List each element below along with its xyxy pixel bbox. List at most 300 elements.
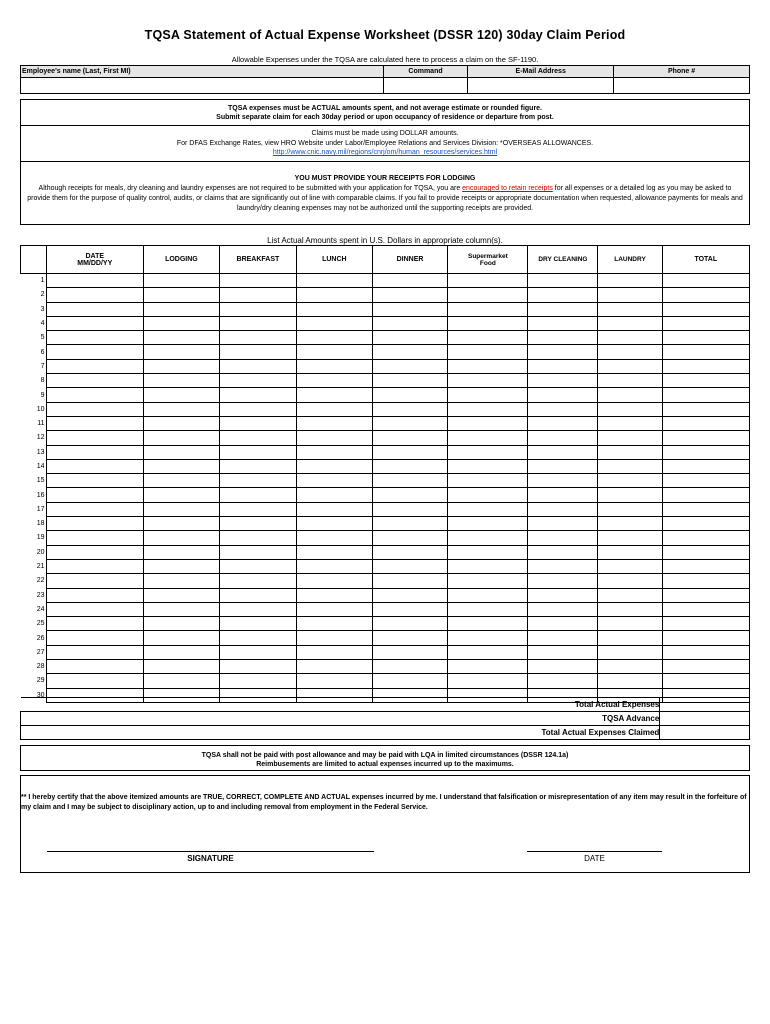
- lodging-cell[interactable]: [143, 302, 219, 316]
- supermarket-food-cell[interactable]: [448, 631, 528, 645]
- lunch-cell[interactable]: [296, 359, 372, 373]
- lunch-cell[interactable]: [296, 531, 372, 545]
- supermarket-food-cell[interactable]: [448, 545, 528, 559]
- lunch-cell[interactable]: [296, 416, 372, 430]
- lodging-cell[interactable]: [143, 602, 219, 616]
- breakfast-cell[interactable]: [219, 574, 296, 588]
- laundry-cell[interactable]: [598, 588, 662, 602]
- table-row: [21, 588, 750, 602]
- dinner-cell[interactable]: [372, 588, 448, 602]
- supermarket-food-cell[interactable]: [448, 402, 528, 416]
- row-number: 22: [21, 574, 47, 588]
- lodging-cell[interactable]: [143, 374, 219, 388]
- total-cell[interactable]: [662, 416, 749, 430]
- breakfast-cell[interactable]: [219, 431, 296, 445]
- table-row: [21, 631, 750, 645]
- total-cell[interactable]: [662, 631, 749, 645]
- supermarket-food-cell[interactable]: [448, 559, 528, 573]
- laundry-cell[interactable]: [598, 674, 662, 688]
- lodging-cell[interactable]: [143, 345, 219, 359]
- total-cell[interactable]: [662, 574, 749, 588]
- row-number: 23: [21, 588, 47, 602]
- date-cell[interactable]: [46, 645, 143, 659]
- laundry-cell[interactable]: [598, 359, 662, 373]
- laundry-cell[interactable]: [598, 316, 662, 330]
- supermarket-food-cell[interactable]: [448, 488, 528, 502]
- supermarket-food-cell[interactable]: [448, 474, 528, 488]
- breakfast-cell[interactable]: [219, 588, 296, 602]
- lunch-cell[interactable]: [296, 631, 372, 645]
- dinner-cell[interactable]: [372, 488, 448, 502]
- laundry-cell[interactable]: [598, 474, 662, 488]
- supermarket-food-cell[interactable]: [448, 345, 528, 359]
- dry-cleaning-cell[interactable]: [528, 431, 598, 445]
- dry-cleaning-cell[interactable]: [528, 502, 598, 516]
- date-cell[interactable]: [46, 445, 143, 459]
- dinner-cell[interactable]: [372, 331, 448, 345]
- breakfast-cell[interactable]: [219, 674, 296, 688]
- total-cell[interactable]: [662, 588, 749, 602]
- lodging-cell[interactable]: [143, 488, 219, 502]
- lunch-cell[interactable]: [296, 388, 372, 402]
- breakfast-cell[interactable]: [219, 660, 296, 674]
- lunch-cell[interactable]: [296, 602, 372, 616]
- supermarket-food-cell[interactable]: [448, 288, 528, 302]
- total-cell[interactable]: [662, 674, 749, 688]
- dinner-cell[interactable]: [372, 402, 448, 416]
- lunch-cell[interactable]: [296, 302, 372, 316]
- table-row: [21, 388, 750, 402]
- supermarket-food-cell[interactable]: [448, 316, 528, 330]
- dry-cleaning-cell[interactable]: [528, 645, 598, 659]
- date-cell[interactable]: [46, 517, 143, 531]
- lunch-cell[interactable]: [296, 331, 372, 345]
- breakfast-cell[interactable]: [219, 402, 296, 416]
- supermarket-food-cell[interactable]: [448, 302, 528, 316]
- table-caption: List Actual Amounts spent in U.S. Dollars in appropriate column(s).: [267, 236, 503, 245]
- breakfast-cell[interactable]: [219, 545, 296, 559]
- lodging-cell[interactable]: [143, 588, 219, 602]
- dinner-cell[interactable]: [372, 316, 448, 330]
- dry-cleaning-cell[interactable]: [528, 345, 598, 359]
- breakfast-cell[interactable]: [219, 302, 296, 316]
- lunch-cell[interactable]: [296, 274, 372, 288]
- dry-cleaning-cell[interactable]: [528, 331, 598, 345]
- total-cell[interactable]: [662, 502, 749, 516]
- supermarket-food-cell[interactable]: [448, 331, 528, 345]
- total-cell[interactable]: [662, 431, 749, 445]
- laundry-cell[interactable]: [598, 388, 662, 402]
- dinner-cell[interactable]: [372, 459, 448, 473]
- laundry-cell[interactable]: [598, 559, 662, 573]
- row-number: 30: [21, 688, 47, 702]
- laundry-cell[interactable]: [598, 660, 662, 674]
- laundry-cell[interactable]: [598, 602, 662, 616]
- row-number: 25: [21, 617, 47, 631]
- table-row: [21, 374, 750, 388]
- lunch-cell[interactable]: [296, 660, 372, 674]
- laundry-cell[interactable]: [598, 431, 662, 445]
- total-cell[interactable]: [662, 288, 749, 302]
- lodging-cell[interactable]: [143, 388, 219, 402]
- dry-cleaning-cell[interactable]: [528, 545, 598, 559]
- notice-line: Reimbusements are limited to actual expenses incurred up to the maximums.: [256, 761, 514, 768]
- total-cell[interactable]: [662, 488, 749, 502]
- total-cell[interactable]: [662, 402, 749, 416]
- dry-cleaning-cell[interactable]: [528, 588, 598, 602]
- total-actual-expenses-field[interactable]: [660, 698, 750, 712]
- lodging-cell[interactable]: [143, 316, 219, 330]
- laundry-header: LAUNDRY: [598, 246, 662, 274]
- lodging-cell[interactable]: [143, 545, 219, 559]
- lodging-cell[interactable]: [143, 559, 219, 573]
- date-cell[interactable]: [46, 316, 143, 330]
- lodging-cell[interactable]: [143, 617, 219, 631]
- supermarket-food-cell[interactable]: [448, 459, 528, 473]
- dinner-cell[interactable]: [372, 431, 448, 445]
- lunch-cell[interactable]: [296, 488, 372, 502]
- lodging-cell[interactable]: [143, 517, 219, 531]
- lunch-cell[interactable]: [296, 474, 372, 488]
- total-cell[interactable]: [662, 474, 749, 488]
- supermarket-food-cell[interactable]: [448, 388, 528, 402]
- date-cell[interactable]: [46, 602, 143, 616]
- supermarket-food-cell[interactable]: [448, 617, 528, 631]
- dinner-cell[interactable]: [372, 502, 448, 516]
- lodging-cell[interactable]: [143, 331, 219, 345]
- breakfast-cell[interactable]: [219, 645, 296, 659]
- signature-line[interactable]: [47, 851, 374, 852]
- laundry-cell[interactable]: [598, 545, 662, 559]
- lunch-cell[interactable]: [296, 559, 372, 573]
- supermarket-food-cell[interactable]: [448, 645, 528, 659]
- breakfast-cell[interactable]: [219, 416, 296, 430]
- date-cell[interactable]: [46, 502, 143, 516]
- dinner-cell[interactable]: [372, 602, 448, 616]
- laundry-cell[interactable]: [598, 502, 662, 516]
- dry-cleaning-cell[interactable]: [528, 517, 598, 531]
- lunch-cell[interactable]: [296, 588, 372, 602]
- dry-cleaning-cell[interactable]: [528, 416, 598, 430]
- dry-cleaning-cell[interactable]: [528, 459, 598, 473]
- total-cell[interactable]: [662, 331, 749, 345]
- lodging-cell[interactable]: [143, 660, 219, 674]
- date-cell[interactable]: [46, 274, 143, 288]
- date-cell[interactable]: [46, 302, 143, 316]
- supermarket-food-cell[interactable]: [448, 574, 528, 588]
- lunch-cell[interactable]: [296, 674, 372, 688]
- lodging-cell[interactable]: [143, 274, 219, 288]
- breakfast-cell[interactable]: [219, 502, 296, 516]
- email-field[interactable]: [468, 78, 614, 94]
- laundry-cell[interactable]: [598, 274, 662, 288]
- laundry-cell[interactable]: [598, 459, 662, 473]
- lunch-cell[interactable]: [296, 374, 372, 388]
- dry-cleaning-cell[interactable]: [528, 574, 598, 588]
- date-cell[interactable]: [46, 531, 143, 545]
- breakfast-cell[interactable]: [219, 274, 296, 288]
- breakfast-cell[interactable]: [219, 617, 296, 631]
- laundry-cell[interactable]: [598, 416, 662, 430]
- supermarket-food-cell[interactable]: [448, 531, 528, 545]
- total-cell[interactable]: [662, 388, 749, 402]
- laundry-cell[interactable]: [598, 517, 662, 531]
- dry-cleaning-cell[interactable]: [528, 445, 598, 459]
- date-cell[interactable]: [46, 545, 143, 559]
- expense-table: [20, 245, 750, 703]
- dry-cleaning-cell[interactable]: [528, 316, 598, 330]
- date-cell[interactable]: [46, 559, 143, 573]
- breakfast-cell[interactable]: [219, 316, 296, 330]
- supermarket-food-cell[interactable]: [448, 274, 528, 288]
- laundry-cell[interactable]: [598, 617, 662, 631]
- breakfast-cell[interactable]: [219, 602, 296, 616]
- row-number: 20: [21, 545, 47, 559]
- date-cell[interactable]: [46, 674, 143, 688]
- total-cell[interactable]: [662, 531, 749, 545]
- date-cell[interactable]: [46, 402, 143, 416]
- dry-cleaning-cell[interactable]: [528, 631, 598, 645]
- total-cell[interactable]: [662, 359, 749, 373]
- dinner-cell[interactable]: [372, 617, 448, 631]
- breakfast-cell[interactable]: [219, 631, 296, 645]
- breakfast-cell[interactable]: [219, 517, 296, 531]
- date-cell[interactable]: [46, 488, 143, 502]
- laundry-cell[interactable]: [598, 288, 662, 302]
- laundry-cell[interactable]: [598, 645, 662, 659]
- date-cell[interactable]: [46, 288, 143, 302]
- date-cell[interactable]: [46, 617, 143, 631]
- laundry-cell[interactable]: [598, 631, 662, 645]
- laundry-cell[interactable]: [598, 374, 662, 388]
- total-cell[interactable]: [662, 302, 749, 316]
- dry-cleaning-cell[interactable]: [528, 474, 598, 488]
- dry-cleaning-cell[interactable]: [528, 674, 598, 688]
- command-field[interactable]: [383, 78, 468, 94]
- supermarket-food-cell[interactable]: [448, 502, 528, 516]
- laundry-cell[interactable]: [598, 488, 662, 502]
- dinner-cell[interactable]: [372, 559, 448, 573]
- dinner-cell[interactable]: [372, 574, 448, 588]
- date-cell[interactable]: [46, 431, 143, 445]
- laundry-cell[interactable]: [598, 345, 662, 359]
- date-cell[interactable]: [46, 631, 143, 645]
- total-cell[interactable]: [662, 645, 749, 659]
- breakfast-cell[interactable]: [219, 488, 296, 502]
- dry-cleaning-cell[interactable]: [528, 660, 598, 674]
- total-cell[interactable]: [662, 617, 749, 631]
- lunch-cell[interactable]: [296, 402, 372, 416]
- lunch-cell[interactable]: [296, 445, 372, 459]
- employee-name-field[interactable]: [21, 78, 384, 94]
- laundry-cell[interactable]: [598, 302, 662, 316]
- laundry-cell[interactable]: [598, 531, 662, 545]
- breakfast-cell[interactable]: [219, 345, 296, 359]
- supermarket-food-cell[interactable]: [448, 431, 528, 445]
- dry-cleaning-cell[interactable]: [528, 488, 598, 502]
- total-cell[interactable]: [662, 374, 749, 388]
- supermarket-food-cell[interactable]: [448, 374, 528, 388]
- dinner-cell[interactable]: [372, 359, 448, 373]
- dinner-cell[interactable]: [372, 374, 448, 388]
- lunch-cell[interactable]: [296, 459, 372, 473]
- supermarket-food-cell[interactable]: [448, 588, 528, 602]
- breakfast-cell[interactable]: [219, 559, 296, 573]
- date-line[interactable]: [527, 851, 662, 852]
- supermarket-food-cell[interactable]: [448, 660, 528, 674]
- date-cell[interactable]: [46, 388, 143, 402]
- breakfast-cell[interactable]: [219, 331, 296, 345]
- dinner-cell[interactable]: [372, 674, 448, 688]
- breakfast-cell[interactable]: [219, 359, 296, 373]
- date-cell[interactable]: [46, 416, 143, 430]
- dinner-cell[interactable]: [372, 388, 448, 402]
- dinner-cell[interactable]: [372, 631, 448, 645]
- dry-cleaning-cell[interactable]: [528, 374, 598, 388]
- lodging-cell[interactable]: [143, 288, 219, 302]
- total-cell[interactable]: [662, 517, 749, 531]
- lodging-cell[interactable]: [143, 645, 219, 659]
- lunch-cell[interactable]: [296, 316, 372, 330]
- date-cell[interactable]: [46, 459, 143, 473]
- dinner-cell[interactable]: [372, 474, 448, 488]
- receipts-notice: [21, 162, 749, 214]
- total-cell[interactable]: [662, 545, 749, 559]
- dry-cleaning-cell[interactable]: [528, 559, 598, 573]
- breakfast-cell[interactable]: [219, 445, 296, 459]
- lunch-cell[interactable]: [296, 617, 372, 631]
- breakfast-cell[interactable]: [219, 531, 296, 545]
- lodging-cell[interactable]: [143, 474, 219, 488]
- dry-cleaning-cell[interactable]: [528, 288, 598, 302]
- lodging-cell[interactable]: [143, 359, 219, 373]
- date-cell[interactable]: [46, 331, 143, 345]
- dinner-cell[interactable]: [372, 416, 448, 430]
- total-cell[interactable]: [662, 660, 749, 674]
- lunch-cell[interactable]: [296, 288, 372, 302]
- date-cell[interactable]: [46, 474, 143, 488]
- row-number: 26: [21, 631, 47, 645]
- dinner-cell[interactable]: [372, 288, 448, 302]
- date-cell[interactable]: [46, 588, 143, 602]
- dinner-cell[interactable]: [372, 545, 448, 559]
- supermarket-food-cell[interactable]: [448, 416, 528, 430]
- lodging-cell[interactable]: [143, 402, 219, 416]
- date-cell[interactable]: [46, 660, 143, 674]
- lodging-cell[interactable]: [143, 574, 219, 588]
- laundry-cell[interactable]: [598, 331, 662, 345]
- supermarket-food-header: Supermarket Food: [448, 246, 528, 274]
- lodging-cell[interactable]: [143, 502, 219, 516]
- dinner-cell[interactable]: [372, 302, 448, 316]
- dinner-cell[interactable]: [372, 345, 448, 359]
- supermarket-food-cell[interactable]: [448, 517, 528, 531]
- dry-cleaning-cell[interactable]: [528, 274, 598, 288]
- lodging-cell[interactable]: [143, 445, 219, 459]
- total-claimed-field[interactable]: [660, 726, 750, 740]
- tqsa-advance-field[interactable]: [660, 712, 750, 726]
- breakfast-cell[interactable]: [219, 374, 296, 388]
- total-cell[interactable]: [662, 445, 749, 459]
- breakfast-cell[interactable]: [219, 388, 296, 402]
- dry-cleaning-cell[interactable]: [528, 531, 598, 545]
- table-row: [21, 545, 750, 559]
- dinner-cell[interactable]: [372, 517, 448, 531]
- table-row: [21, 660, 750, 674]
- laundry-cell[interactable]: [598, 445, 662, 459]
- breakfast-cell[interactable]: [219, 459, 296, 473]
- hro-website-link[interactable]: http://www.cnic.navy.mil/regions/cnrj/om/human_resources/services.html: [272, 149, 498, 156]
- supermarket-food-cell[interactable]: [448, 602, 528, 616]
- lunch-cell[interactable]: [296, 345, 372, 359]
- laundry-cell[interactable]: [598, 402, 662, 416]
- dinner-cell[interactable]: [372, 445, 448, 459]
- breakfast-cell[interactable]: [219, 474, 296, 488]
- dry-cleaning-cell[interactable]: [528, 602, 598, 616]
- supermarket-food-cell[interactable]: [448, 674, 528, 688]
- dinner-cell[interactable]: [372, 660, 448, 674]
- date-cell[interactable]: [46, 345, 143, 359]
- dinner-cell[interactable]: [372, 531, 448, 545]
- laundry-cell[interactable]: [598, 574, 662, 588]
- lunch-cell[interactable]: [296, 517, 372, 531]
- dry-cleaning-cell[interactable]: [528, 617, 598, 631]
- total-cell[interactable]: [662, 602, 749, 616]
- lodging-cell[interactable]: [143, 431, 219, 445]
- row-number: 16: [21, 488, 47, 502]
- date-cell[interactable]: [46, 359, 143, 373]
- lunch-header: LUNCH: [296, 246, 372, 274]
- lunch-cell[interactable]: [296, 545, 372, 559]
- lunch-cell[interactable]: [296, 431, 372, 445]
- dinner-cell[interactable]: [372, 274, 448, 288]
- dry-cleaning-cell[interactable]: [528, 359, 598, 373]
- retain-receipts-emphasis: encouraged to retain receipts: [462, 185, 553, 192]
- lodging-cell[interactable]: [143, 631, 219, 645]
- dry-cleaning-cell[interactable]: [528, 302, 598, 316]
- lodging-cell[interactable]: [143, 674, 219, 688]
- lodging-cell[interactable]: [143, 531, 219, 545]
- total-cell[interactable]: [662, 459, 749, 473]
- lunch-cell[interactable]: [296, 502, 372, 516]
- total-cell[interactable]: [662, 274, 749, 288]
- lunch-cell[interactable]: [296, 574, 372, 588]
- phone-field[interactable]: [614, 78, 750, 94]
- dry-cleaning-cell[interactable]: [528, 402, 598, 416]
- lunch-cell[interactable]: [296, 645, 372, 659]
- date-cell[interactable]: [46, 374, 143, 388]
- lodging-cell[interactable]: [143, 459, 219, 473]
- supermarket-food-cell[interactable]: [448, 359, 528, 373]
- total-cell[interactable]: [662, 316, 749, 330]
- lqa-notice: [20, 745, 750, 771]
- total-cell[interactable]: [662, 345, 749, 359]
- breakfast-cell[interactable]: [219, 288, 296, 302]
- dinner-cell[interactable]: [372, 645, 448, 659]
- lodging-cell[interactable]: [143, 416, 219, 430]
- table-row: [21, 602, 750, 616]
- supermarket-food-cell[interactable]: [448, 445, 528, 459]
- table-row: [21, 617, 750, 631]
- row-number: 27: [21, 645, 47, 659]
- dry-cleaning-cell[interactable]: [528, 388, 598, 402]
- phone-label: Phone #: [614, 66, 750, 78]
- table-row: [21, 517, 750, 531]
- total-cell[interactable]: [662, 559, 749, 573]
- notice-line: TQSA shall not be paid with post allowance and may be paid with LQA in limited circumstances (DSSR 124.1a): [201, 752, 569, 759]
- date-cell[interactable]: [46, 574, 143, 588]
- notice-line: TQSA expenses must be ACTUAL amounts spent, and not average estimate or rounded figure.: [227, 105, 543, 112]
